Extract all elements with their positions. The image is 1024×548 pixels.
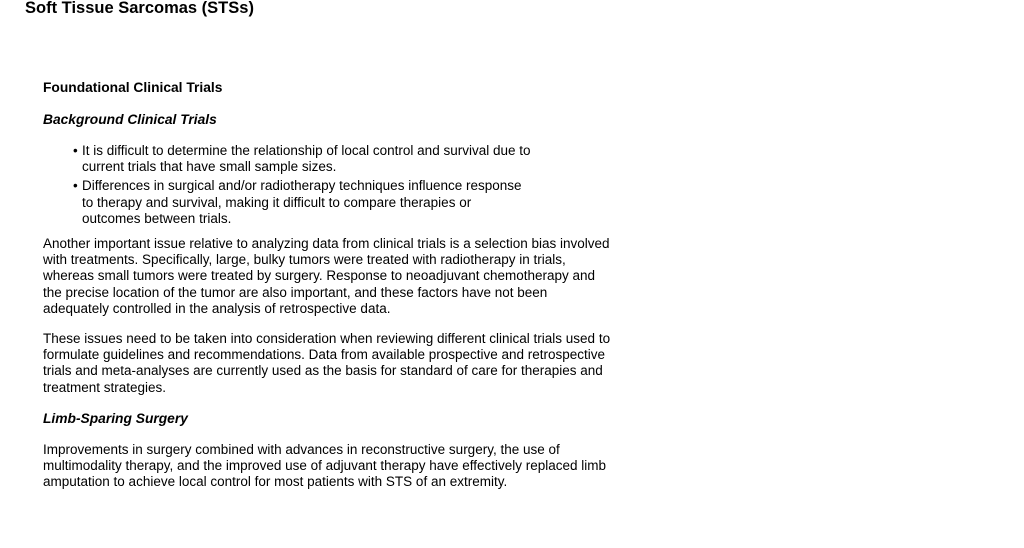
subheading-background-clinical-trials: Background Clinical Trials [43,112,217,127]
page-title: Soft Tissue Sarcomas (STSs) [25,0,254,17]
paragraph-limb-sparing: Improvements in surgery combined with advances in reconstructive surgery, the use of multimodality therapy, and the improved use of adjuvant therapy have effectively replaced limb amputation to achieve local control for most patients with STS of an extremity. [43,441,607,490]
subheading-limb-sparing-surgery: Limb-Sparing Surgery [43,410,188,426]
bullet-text: It is difficult to determine the relationship of local control and survival due to current trials that have small sample sizes. [82,143,531,175]
bullet-icon: • [73,178,78,194]
section-heading: Foundational Clinical Trials [43,80,223,95]
bullet-icon: • [73,143,78,158]
bullet-item [73,178,533,227]
bullet-item [73,143,533,175]
bullet-text: Differences in surgical and/or radiotherapy techniques influence response to therapy and survival, making it difficult to compare therapies or outcomes between trials. [82,178,522,226]
slide-content [43,79,623,490]
paragraph-selection-bias: Another important issue relative to analyzing data from clinical trials is a selection bias involved with treatments. Specifically, large, bulky tumors were treated with radiotherapy in trials, whereas small tumors were treated by surgery. Response to neoadjuvant chemotherapy and the precise location of the tumor are also important, and these factors have not been adequately controlled in the analysis of retrospective data. [43,236,610,316]
bullet-list [43,143,533,227]
paragraph-considerations: These issues need to be taken into consideration when reviewing different clinical trials used to formulate guidelines and recommendations. Data from available prospective and retrospective trials and meta-analyses are currently used as the basis for standard of care for therapies and treatment strategies. [43,331,611,395]
